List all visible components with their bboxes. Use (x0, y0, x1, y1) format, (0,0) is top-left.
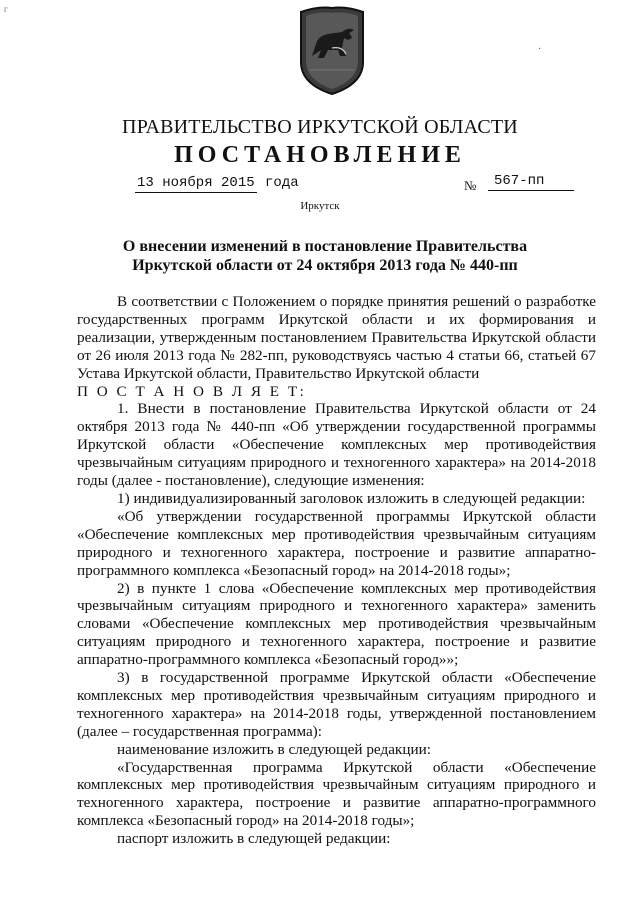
subitem-2-paragraph: 2) в пункте 1 слова «Обеспечение комплексных мер противодействия чрезвычайным ситуациям природного и техногенного характера» заменить словами «Обеспечение комплексных мер противодействия чрезвычайным ситуациям природного и техногенного характера, построение и развитие аппаратно-программного комплекса «Безопасный город»»; (77, 579, 596, 669)
date-suffix: года (265, 175, 299, 191)
item-1-paragraph: 1. Внести в постановление Правительства Иркутской области от 24 октября 2013 года № 440-пп «Об утверждении государственной программы Иркутской области «Обеспечение комплексных мер противодействия чрезвычайным ситуациям природного и техногенного характера» на 2014-2018 годы (далее - постановление), следующие изменения: (77, 400, 596, 490)
preamble-paragraph: В соответствии с Положением о порядке принятия решений о разработке государственных программ Иркутской области и их формирования и реализации, утвержденным постановлением Правительства Иркутской области от 26 июля 2013 года № 282-пп, руководствуясь частью 4 статьи 66, статьей 67 Устава Иркутской области, Правительство Иркутской области (77, 293, 596, 382)
document-number: 567-пп (488, 173, 574, 191)
government-heading: ПРАВИТЕЛЬСТВО ИРКУТСКОЙ ОБЛАСТИ (122, 116, 518, 138)
city-label: Иркутск (300, 200, 340, 212)
passport-paragraph: паспорт изложить в следующей редакции: (117, 830, 391, 848)
quoted-program-name-paragraph: «Государственная программа Иркутской области «Обеспечение комплексных мер противодействия чрезвычайным ситуациям природного и техногенного характера, построение и развитие аппаратно-программного комплекса «Безопасный город» на 2014-2018 годы»; (77, 758, 596, 830)
coat-of-arms-emblem-icon (298, 4, 366, 96)
quoted-title-paragraph: «Об утверждении государственной программы Иркутской области «Обеспечение комплексных мер противодействия чрезвычайным ситуациям природного и техногенного характера, построение и развитие аппаратно-программного комплекса «Безопасный город» на 2014-2018 годы»; (77, 507, 596, 579)
naming-paragraph: наименование изложить в следующей редакции: (117, 740, 431, 758)
scan-dust-mark: · (538, 44, 542, 55)
date-value: 13 ноября 2015 (137, 175, 255, 191)
subitem-3-paragraph: 3) в государственной программе Иркутской области «Обеспечение комплексных мер противодействия чрезвычайным ситуациям природного и техногенного характера» на 2014-2018 годы, утвержденной постановлением (далее – государственная программа): (77, 669, 596, 740)
subitem-1-paragraph: 1) индивидуализированный заголовок изложить в следующей редакции: (117, 489, 586, 507)
resolves-heading: П О С Т А Н О В Л Я Е Т: (77, 382, 307, 400)
number-label: № (464, 178, 477, 193)
scan-corner-mark: г (4, 4, 8, 14)
document-title: О внесении изменений в постановление Правительства Иркутской области от 24 октября 2013 года № 440-пп (122, 238, 528, 274)
document-date (135, 175, 299, 191)
document-kind-heading: ПОСТАНОВЛЕНИЕ (174, 142, 466, 168)
document-body (77, 293, 596, 848)
